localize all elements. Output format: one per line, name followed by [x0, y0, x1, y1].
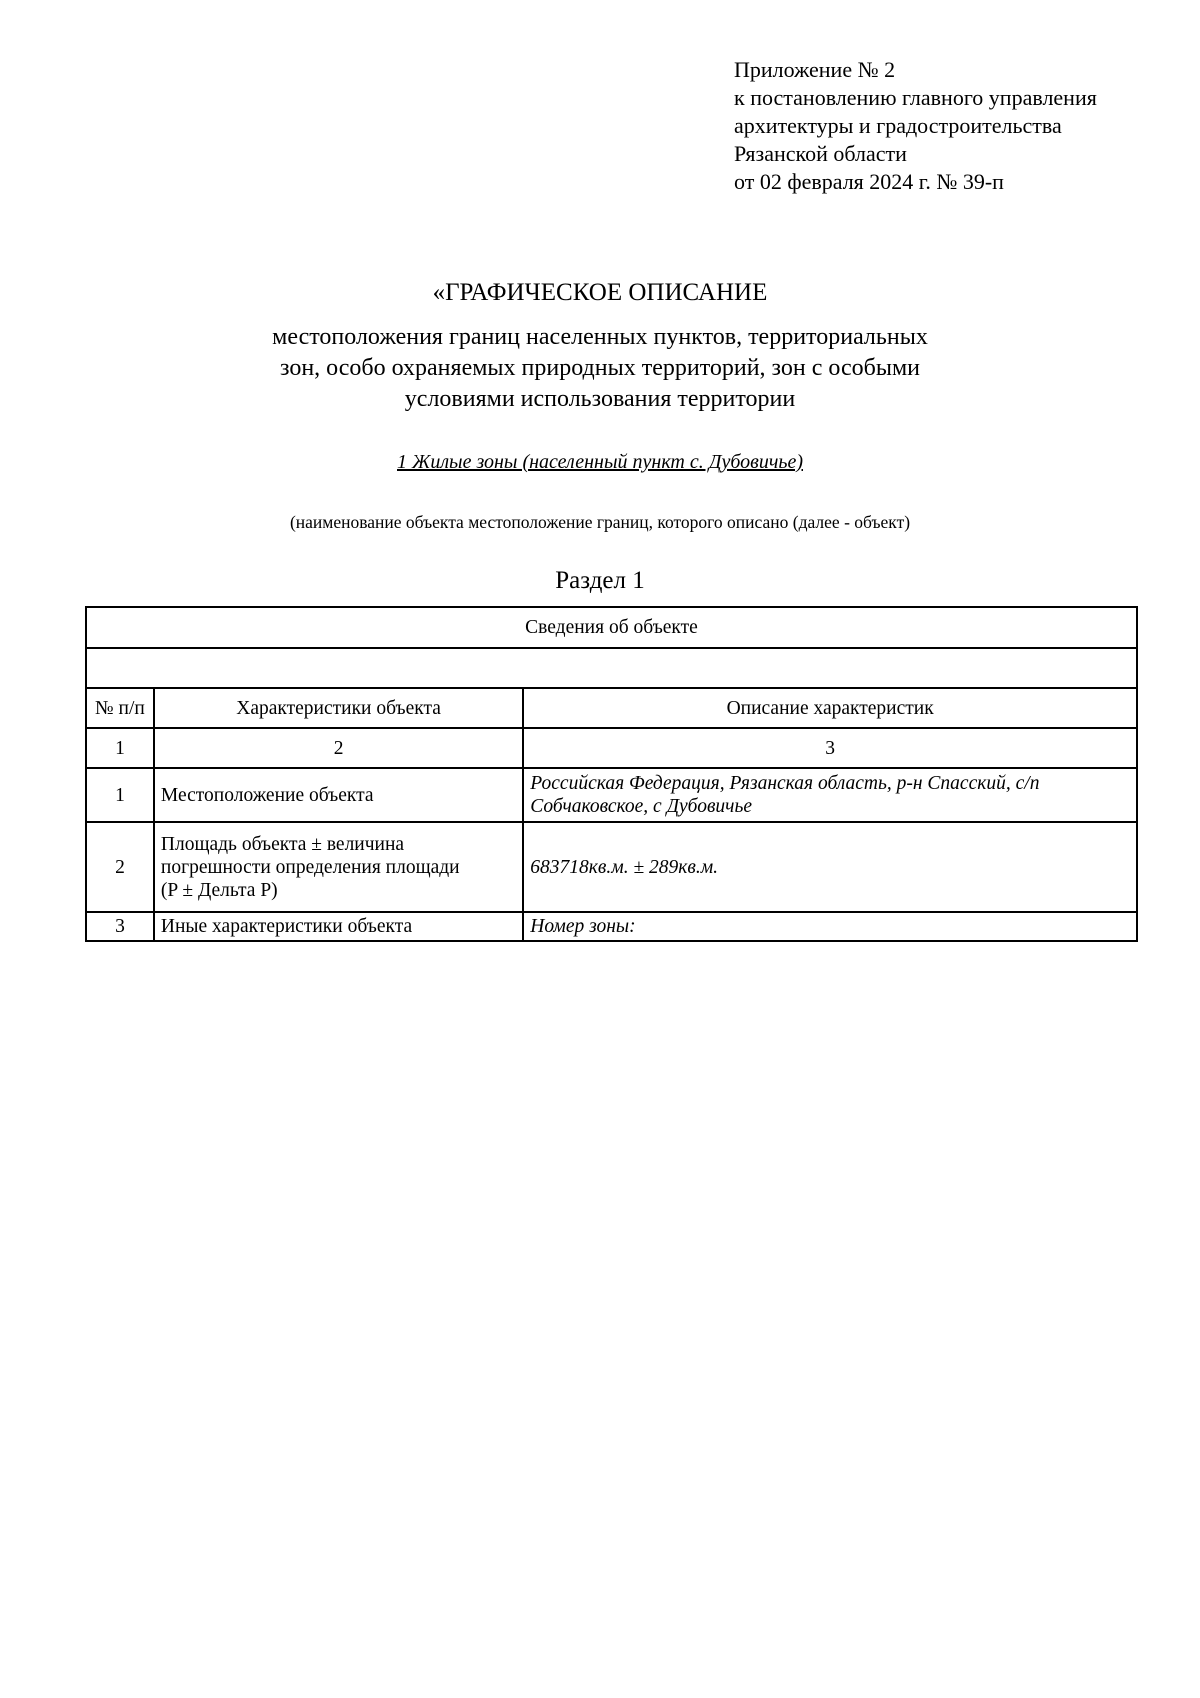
header-num: № п/п — [86, 688, 154, 728]
header-characteristics: Характеристики объекта — [154, 688, 523, 728]
object-note: (наименование объекта местоположение границ, которого описано (далее - объект) — [289, 512, 911, 532]
table-caption-row — [86, 607, 1137, 648]
column-number: 2 — [154, 728, 523, 768]
row-value: 683718кв.м. ± 289кв.м. — [523, 822, 1137, 912]
row-value — [523, 768, 1137, 822]
row-value-line: Российская Федерация, Рязанская область, р-н Спасский, с/п — [530, 773, 1040, 794]
object-info-table — [85, 606, 1138, 942]
row-name — [154, 822, 523, 912]
column-number: 1 — [86, 728, 154, 768]
table-empty-cell — [86, 648, 1137, 688]
object-name: 1 Жилые зоны (населенный пункт с. Дубовичье) — [397, 451, 803, 473]
row-name-line: (P ± Дельта P) — [160, 879, 278, 901]
table-column-numbers-row — [86, 728, 1137, 768]
row-value-line: Собчаковское, с Дубовичье — [530, 796, 752, 817]
row-num: 2 — [86, 822, 154, 912]
document-title: «ГРАФИЧЕСКОЕ ОПИСАНИЕ — [432, 279, 768, 306]
subtitle-line: местоположения границ населенных пунктов, территориальных — [272, 324, 928, 350]
table-row — [86, 768, 1137, 822]
row-name: Местоположение объекта — [154, 768, 523, 822]
table-caption: Сведения об объекте — [86, 607, 1137, 648]
row-value: Номер зоны: — [523, 912, 1137, 941]
table-empty-row — [86, 648, 1137, 688]
document-subtitle — [0, 322, 1200, 415]
table-row — [86, 912, 1137, 941]
subtitle-line: условиями использования территории — [404, 386, 796, 412]
appendix-block — [734, 56, 1097, 196]
row-num: 1 — [86, 768, 154, 822]
row-name-line: Площадь объекта ± величина — [160, 833, 405, 855]
subtitle-line: зон, особо охраняемых природных территорий, зон с особыми — [279, 355, 921, 381]
column-number: 3 — [523, 728, 1137, 768]
table-header-row — [86, 688, 1137, 728]
appendix-line: к постановлению главного управления — [734, 85, 1097, 110]
appendix-line: Рязанской области — [734, 141, 907, 166]
row-num: 3 — [86, 912, 154, 941]
appendix-line: Приложение № 2 — [734, 57, 896, 82]
header-description: Описание характеристик — [523, 688, 1137, 728]
appendix-line: от 02 февраля 2024 г. № 39-п — [734, 169, 1004, 194]
appendix-line: архитектуры и градостроительства — [734, 113, 1062, 138]
row-name: Иные характеристики объекта — [154, 912, 523, 941]
table-row — [86, 822, 1137, 912]
row-name-line: погрешности определения площади — [160, 856, 460, 878]
section-title: Раздел 1 — [555, 567, 645, 594]
